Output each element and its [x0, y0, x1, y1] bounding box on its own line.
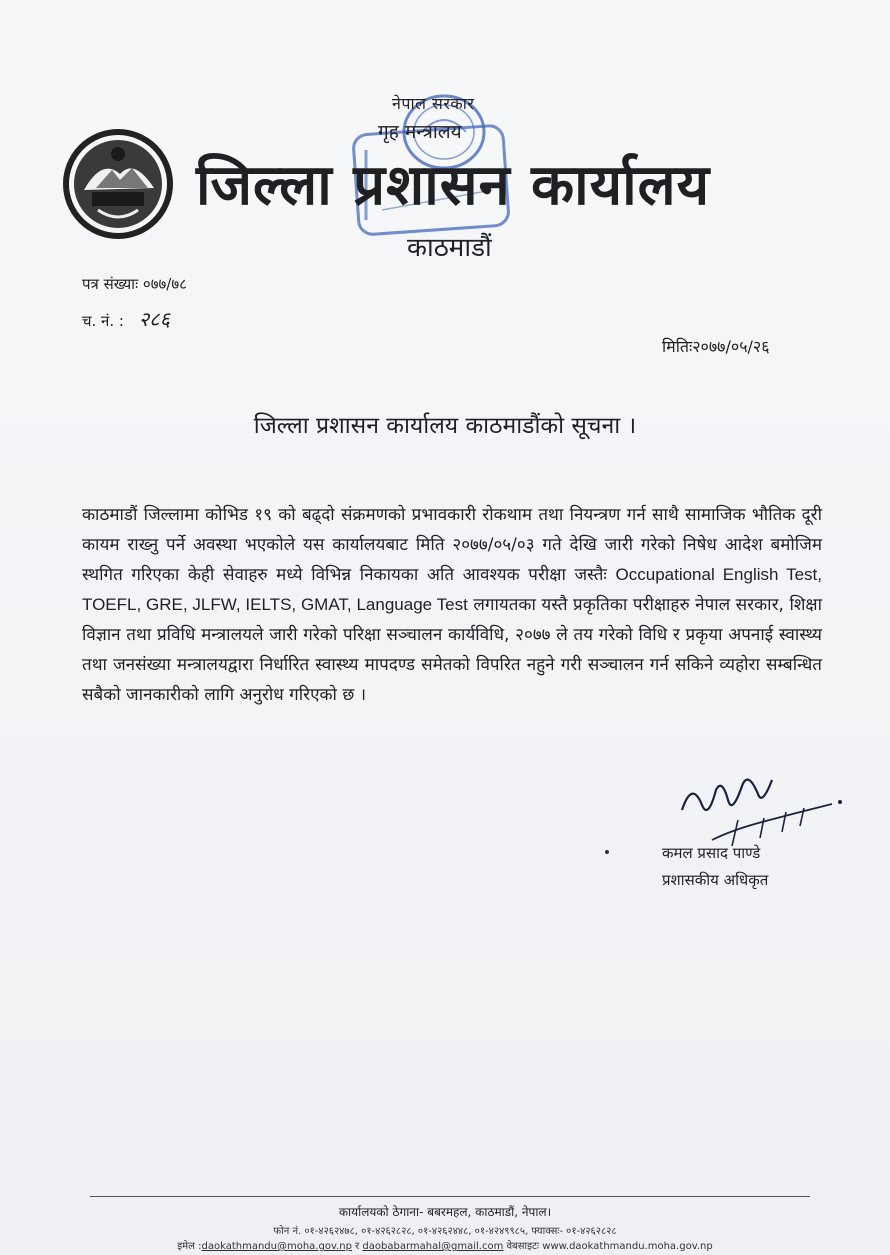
body-part-1: काठमाडौं जिल्लामा कोभिड १९ को बढ्दो संक्रमणको प्रभावकारी रोकथाम तथा नियन्त्रण गर्न साथै सामाजिक भौतिक दूरी कायम राख्नु पर्ने अवस्था भएकोले यस कार्यालयबाट मिति २०७७/०५/०३ गते देखि जारी गरेको निषेध आदेश बमोजिम स्थगित गरिएका केही सेवाहरु मध्ये विभिन्न निकायका अति आवश्यक परीक्षा जस्तैः [82, 505, 822, 585]
dispatch-number-value: २८६ [138, 307, 170, 331]
email-separator: र [351, 1241, 363, 1252]
dispatch-number [82, 305, 170, 332]
office-city: काठमाडौं [407, 233, 492, 263]
letter-number [82, 274, 187, 294]
footer-divider [90, 1196, 810, 1197]
government-name: नेपाल सरकार [392, 94, 475, 113]
notice-date: मितिः२०७७/०५/२६ [662, 337, 770, 356]
website-link[interactable]: www.daokathmandu.moha.gov.np [542, 1241, 713, 1252]
signature-icon [672, 760, 852, 850]
footer-address: कार्यालयको ठेगाना- बबरमहल, काठमाडौं, नेपाल। [338, 1205, 552, 1219]
dispatch-number-label: च. नं. : [82, 312, 124, 330]
signatory-name: कमल प्रसाद पाण्डे [662, 844, 761, 862]
letter-number-value: ०७७/७८ [142, 275, 187, 293]
website-label: वेबसाइटः [503, 1241, 543, 1252]
email-link-primary[interactable]: daokathmandu@moha.gov.np [201, 1241, 352, 1252]
nepal-emblem-icon [62, 128, 174, 240]
footer-contacts [0, 1238, 890, 1252]
ministry-name: गृह मन्त्रालय [378, 121, 462, 143]
letter-number-label: पत्र संख्याः [82, 275, 139, 293]
notice-subject: जिल्ला प्रशासन कार्यालय काठमाडौंको सूचना । [253, 413, 637, 439]
email-link-secondary[interactable]: daobabarmahal@gmail.com [362, 1241, 504, 1252]
ink-dot [605, 850, 609, 854]
test-list: Occupational English Test, TOEFL, GRE, JLFW, IELTS, GMAT, Language Test [82, 565, 822, 614]
footer-phones: फोन नं. ०१-४२६२४७८, ०१-४२६२८२८, ०१-४२६२४४८, ०१-४२४९९८५, फ्याक्सः- ०१-४२६२८२८ [273, 1226, 617, 1237]
email-label: इमेल : [177, 1241, 202, 1252]
notice-body [82, 500, 822, 710]
signatory-title: प्रशासकीय अधिकृत [662, 871, 769, 889]
office-name: जिल्ला प्रशासन कार्यालय [196, 152, 711, 218]
body-part-2: लगायतका यस्तै प्रकृतिका परीक्षाहरु नेपाल सरकार, शिक्षा विज्ञान तथा प्रविधि मन्त्रालयले जारी गरेको परिक्षा सञ्चालन कार्यविधि, २०७७ ले तय गरेको विधि र प्रकृया अपनाई स्वास्थ्य तथा जनसंख्या मन्त्रालयद्वारा निर्धारित स्वास्थ्य मापदण्ड समेतको विपरित नहुने गरी सञ्चालन गर्न सकिने व्यहोरा सम्बन्धित सबैको जानकारीको लागि अनुरोध गरिएको छ । [82, 595, 823, 705]
